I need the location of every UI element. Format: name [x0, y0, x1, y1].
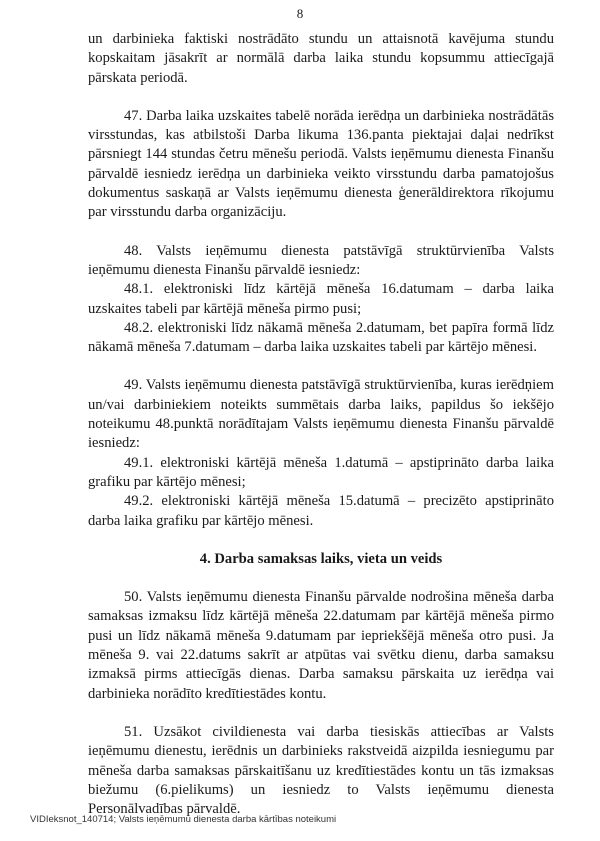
- page-number: 8: [296, 6, 304, 21]
- footer-note: VIDIeksnot_140714; Valsts ieņēmumu dienesta darba kārtības noteikumi: [30, 814, 337, 825]
- section-heading: 4. Darba samaksas laiks, vieta un veids: [199, 550, 443, 567]
- paragraph-49-2: 49.2. elektroniski kārtējā mēneša 15.datumā – precizēto apstiprināto darba laika grafiku par kārtējo mēnesi.: [88, 493, 554, 529]
- paragraph-51: 51. Uzsākot civildienesta vai darba tiesiskās attiecības ar Valsts ieņēmumu dienestu, ierēdnis un darbinieks rakstveidā aizpilda iesniegumu par mēneša darba samaksas pārskaitīšanu uz kredītiestādes kontu un tās izmaksas biežumu (6.pielikums) un iesniedz to Valsts ieņēmumu dienesta Personālvadības pārvaldē.: [88, 723, 554, 818]
- paragraph-49-1: 49.1. elektroniski kārtējā mēneša 1.datumā – apstiprināto darba laika grafiku par kārtējo mēnesi;: [88, 454, 554, 490]
- paragraph-continuation: un darbinieka faktiski nostrādāto stundu un attaisnotā kavējuma stundu kopskaitam jāsakrīt ar normālā darba laika stundu kopsummu attiecīgajā pārskata periodā.: [88, 31, 554, 86]
- paragraph-49: 49. Valsts ieņēmumu dienesta patstāvīgā struktūrvienība, kuras ierēdņiem un/vai darbiniekiem noteikts summētais darba laiks, papildus šo iekšējo noteikumu 48.punktā norādītajam Valsts ieņēmumu dienesta Finanšu pārvaldē iesniedz:: [88, 377, 554, 452]
- document-body: [88, 30, 554, 819]
- paragraph-50: 50. Valsts ieņēmumu dienesta Finanšu pārvalde nodrošina mēneša darba samaksas izmaksu līdz kārtējā mēneša 22.datumam par kārtējā mēneša pirmo pusi un līdz nākamā mēneša 9.datumam par iepriekšējā mēneša otro pusi. Ja mēneša 9. vai 22.datums sakrīt ar atpūtas vai svētku dienu, darba samaksu izmaksā pirms attiecīgās dienas. Darba samaksu pārskaita uz ierēdņa vai darbinieka norādīto kredītiestādes kontu.: [88, 589, 554, 702]
- paragraph-48-2: 48.2. elektroniski līdz nākamā mēneša 2.datumam, bet papīra formā līdz nākamā mēneša 7.datumam – darba laika uzskaites tabeli par kārtējo mēnesi.: [88, 319, 554, 356]
- paragraph-48: 48. Valsts ieņēmumu dienesta patstāvīgā struktūrvienība Valsts ieņēmumu dienesta Finanšu pārvaldē iesniedz:: [88, 242, 554, 278]
- paragraph-48-1: 48.1. elektroniski līdz kārtējā mēneša 16.datumam – darba laika uzskaites tabeli par kārtējā mēneša pirmo pusi;: [88, 281, 554, 317]
- paragraph-47: 47. Darba laika uzskaites tabelē norāda ierēdņa un darbinieka nostrādātās virsstundas, kas atbilstoši Darba likuma 136.panta piektajai daļai nedrīkst pārsniegt 144 stundas četru mēnešu periodā. Valsts ieņēmumu dienesta Finanšu pārvaldē iesniedz ierēdņa un darbinieka veikto virsstundu darba pamatojošus dokumentus saskaņā ar Valsts ieņēmumu dienesta ģenerāldirektora rīkojumu par virsstundu darba organizāciju.: [88, 107, 554, 221]
